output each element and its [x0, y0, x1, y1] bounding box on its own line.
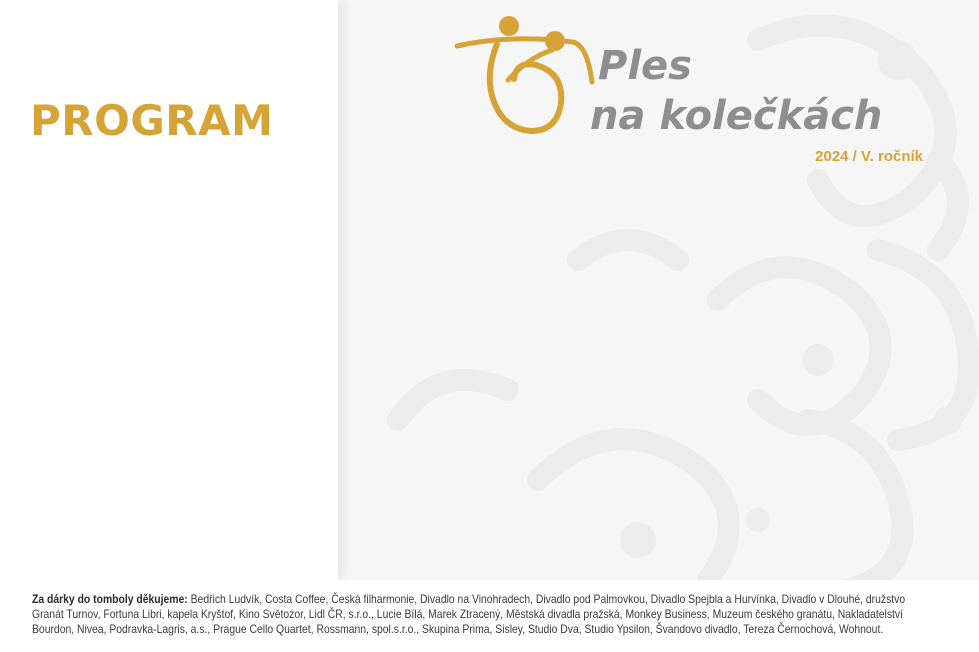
- sponsors-thanks: [32, 592, 927, 637]
- sponsors-label: Za dárky do tomboly děkujeme:: [32, 592, 188, 606]
- event-title-line1: Ples: [598, 43, 692, 89]
- sponsors-list: Bedřich Ludvík, Costa Coffee, Česká filharmonie, Divadlo na Vinohradech, Divadlo pod Palmovkou, Divadlo Spejbla a Hurvínka, Divadlo v Dlouhé, družstvo Granát Turnov, Fortuna Libri, kapela Kryštof, Kino Světozor, Lidl ČR, s.r.o., Lucie Bílá, Marek Ztracený, Městská divadla pražská, Monkey Business, Muzeum českého granátu, Nakladatelství Bourdon, Nivea, Podravka-Lagris, a.s., Prague Cello Quartet, Rossmann, spol.s.r.o., Skupina Prima, Sisley, Studio Dva, Studio Ypsilon, Švandovo divadlo, Tereza Černochová, Wohnout.: [32, 592, 906, 636]
- event-year-edition: 2024 / V. ročník: [815, 148, 923, 165]
- event-logo: [452, 12, 597, 142]
- program-panel: [0, 0, 338, 580]
- wheelchair-dancers-logo-icon: [452, 12, 597, 137]
- event-title-line2: na kolečkách: [590, 93, 883, 139]
- program-heading: PROGRAM: [30, 96, 274, 145]
